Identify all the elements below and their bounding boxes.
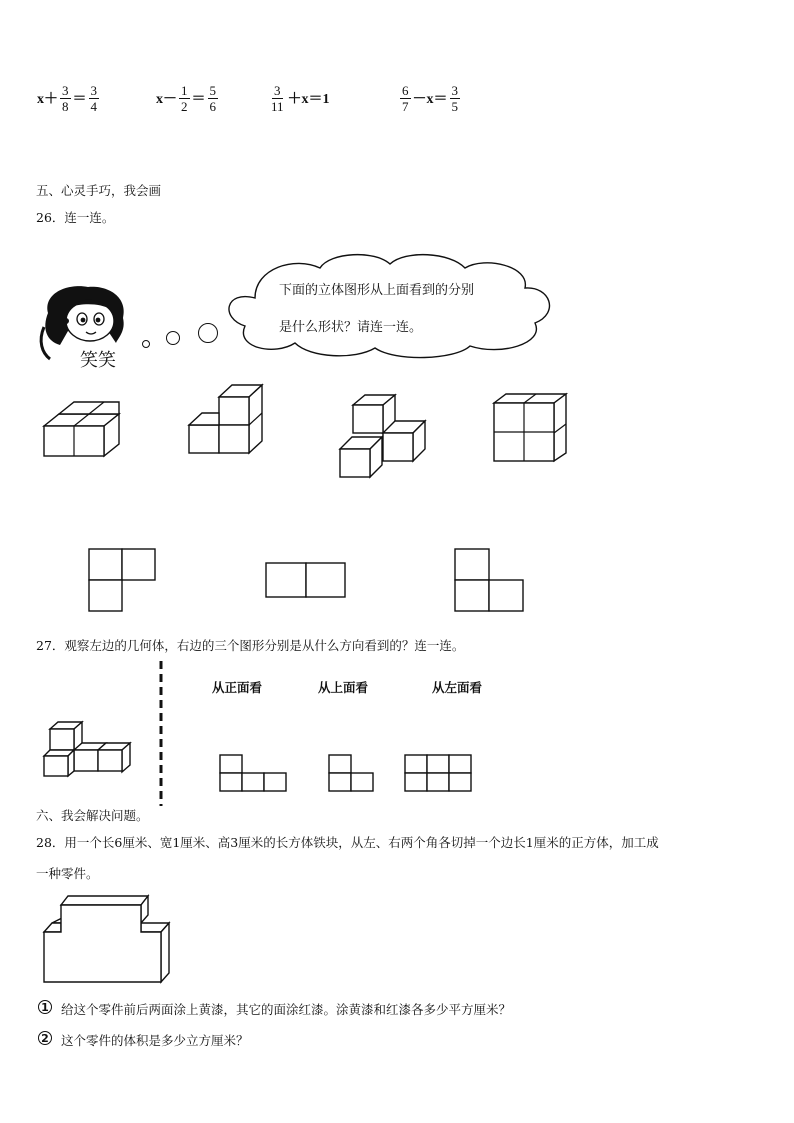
- equation-2-mid: ＝: [191, 92, 206, 107]
- solid-figure-3: [339, 393, 429, 479]
- solid-figure-1: [42, 402, 122, 458]
- thought-dot-large: [198, 323, 218, 343]
- equation-1-left: x＋: [37, 92, 58, 107]
- question-28-part-2: 这个零件的体积是多少立方厘米？: [61, 1033, 249, 1048]
- fraction: $\frac{3}{4}$: [90, 82, 97, 114]
- equation-3: [268, 78, 331, 118]
- top-view-shape-1: [88, 548, 158, 612]
- question-26-title: 26．连一连。: [36, 210, 115, 225]
- question-28-line-1: 28．用一个长6厘米、宽1厘米、高3厘米的长方体铁块，从左、右两个角各切掉一个边长1厘米的正方体，加工成: [36, 835, 659, 850]
- top-view-shape-3: [454, 548, 526, 612]
- circled-number-1: 1: [38, 1000, 52, 1014]
- equation-1-mid: ＝: [72, 92, 87, 107]
- section-6-heading: 六、我会解决问题。: [36, 808, 149, 823]
- question-27-title: 27．观察左边的几何体，右边的三个图形分别是从什么方向看到的？连一连。: [36, 638, 465, 653]
- fraction: $\frac{1}{2}$: [181, 82, 188, 114]
- view-shape-3: [404, 753, 476, 793]
- question-28-line-2: 一种零件。: [36, 866, 99, 881]
- solid-figure-2: [188, 383, 264, 457]
- machined-part-figure: [43, 895, 179, 985]
- character-name-label: 笑笑: [80, 350, 116, 371]
- thought-bubble: [215, 248, 565, 363]
- q27-solid-figure: [42, 720, 142, 778]
- bubble-text-line-1: 下面的立体图形从上面看到的分别: [279, 283, 475, 298]
- fraction: $\frac{3}{8}$: [62, 82, 69, 114]
- view-shape-1: [219, 753, 289, 793]
- view-label-left: 从左面看: [432, 680, 483, 695]
- dashed-divider: [158, 661, 164, 806]
- solid-figure-4: [493, 393, 569, 463]
- equation-4: [399, 78, 461, 118]
- equation-4-mid: －x＝: [412, 92, 448, 107]
- circled-number-2: 2: [38, 1031, 52, 1045]
- fraction: $\frac{3}{5}$: [451, 82, 458, 114]
- thought-dot-medium: [166, 331, 180, 345]
- view-shape-2: [328, 753, 378, 793]
- bubble-text-line-2: 是什么形状？请连一连。: [279, 320, 423, 335]
- equation-1: [36, 78, 100, 118]
- thought-dot-small: [142, 340, 150, 348]
- fraction: $\frac{5}{6}$: [209, 82, 216, 114]
- equation-2: [155, 78, 219, 118]
- equation-3-rest: ＋x＝1: [287, 92, 330, 107]
- view-label-front: 从正面看: [212, 680, 263, 695]
- fraction: $\frac{3}{11}$: [271, 82, 284, 114]
- fraction: $\frac{6}{7}$: [402, 82, 409, 114]
- question-28-part-1: 给这个零件前后两面涂上黄漆，其它的面涂红漆。涂黄漆和红漆各多少平方厘米？: [61, 1002, 512, 1017]
- view-label-top: 从上面看: [318, 680, 369, 695]
- section-5-heading: 五、心灵手巧，我会画: [36, 183, 162, 198]
- equation-2-left: x－: [156, 92, 177, 107]
- top-view-shape-2: [265, 562, 347, 598]
